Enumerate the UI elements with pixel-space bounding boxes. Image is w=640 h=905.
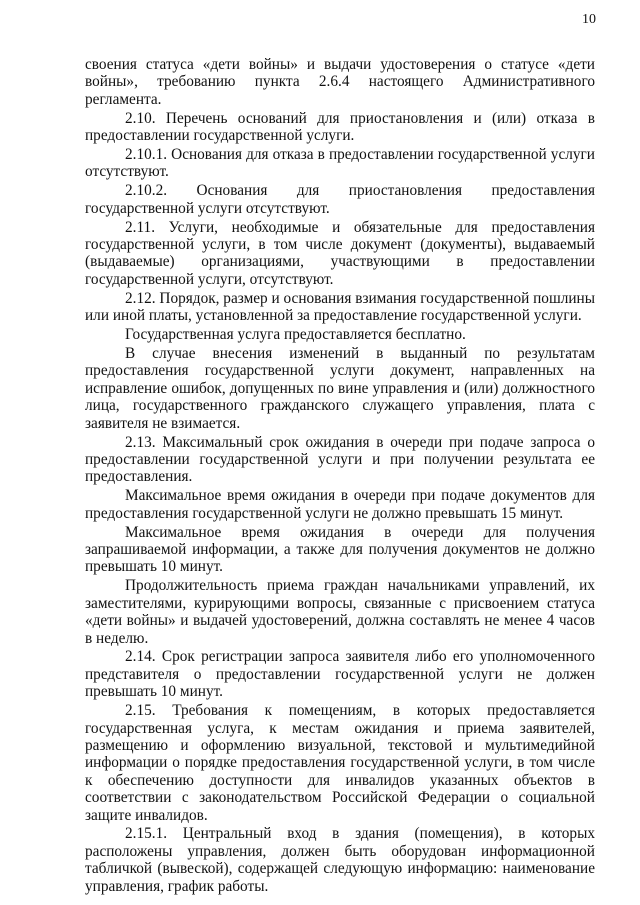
paragraph-wait-receipt: Максимальное время ожидания в очереди для получения запрашиваемой информации, а также для получения документов не должно превышать 10 минут. [85,523,595,576]
paragraph-2-15: 2.15. Требования к помещениям, в которых предоставляется государственная услуга, к местам ожидания и приема заявителей, размещению и оформлению визуальной, текстовой и мультимедийной информации о порядке предоставления государственной услуги, в том числе к обеспечению доступности для инвалидов указанных объектов в соответствии с законодательством Российской Федерации о социальной защите инвалидов. [85,702,595,824]
paragraph-reception-hours: Продолжительность приема граждан начальниками управлений, их заместителями, курирующими вопросы, связанные с присвоением статуса «дети войны» и выдачей удостоверений, должна составлять не менее 4 часов в неделю. [85,577,595,647]
paragraph-2-10-2: 2.10.2. Основания для приостановления предоставления государственной услуги отсутствуют. [85,182,595,217]
paragraph-continuation: своения статуса «дети войны» и выдачи удостоверения о статусе «дети войны», требованию пункта 2.6.4 настоящего Административного регламента. [85,56,595,108]
paragraph-2-11: 2.11. Услуги, необходимые и обязательные для предоставления государственной услуги, в том числе документ (документы), выдаваемый (выдаваемые) организациями, участвующими в предоставлении государственной услуги, отсутствуют. [85,218,595,288]
paragraph-2-14: 2.14. Срок регистрации запроса заявителя либо его уполномоченного представителя о предоставлении государственной услуги не должен превышать 10 минут. [85,648,595,701]
document-body [85,56,595,897]
paragraph-wait-submission: Максимальное время ожидания в очереди при подаче документов для предоставления государственной услуги не должно превышать 15 минут. [85,487,595,522]
paragraph-corrections-fee: В случае внесения изменений в выданный по результатам предоставления государственной услуги документ, направленных на исправление ошибок, допущенных по вине управления и (или) должностного лица, государственного гражданского служащего управления, плата с заявителя не взимается. [85,345,595,432]
paragraph-free-service: Государственная услуга предоставляется бесплатно. [125,326,466,344]
paragraph-2-15-1: 2.15.1. Центральный вход в здания (помещения), в которых расположены управления, должен быть оборудован информационной табличкой (вывеской), содержащей следующую информацию: наименование управления, график работы. [85,825,595,895]
paragraph-2-10: 2.10. Перечень оснований для приостановления и (или) отказа в предоставлении государственной услуги. [85,109,595,145]
page-number: 10 [582,12,596,27]
paragraph-2-10-1: 2.10.1. Основания для отказа в предоставлении государственной услуги отсутствуют. [85,146,595,181]
paragraph-2-12: 2.12. Порядок, размер и основания взимания государственной пошлины или иной платы, установленной за предоставление государственной услуги. [85,289,596,325]
paragraph-2-13: 2.13. Максимальный срок ожидания в очереди при подаче запроса о предоставлении государственной услуги и при получении результата ее предоставления. [85,433,595,486]
